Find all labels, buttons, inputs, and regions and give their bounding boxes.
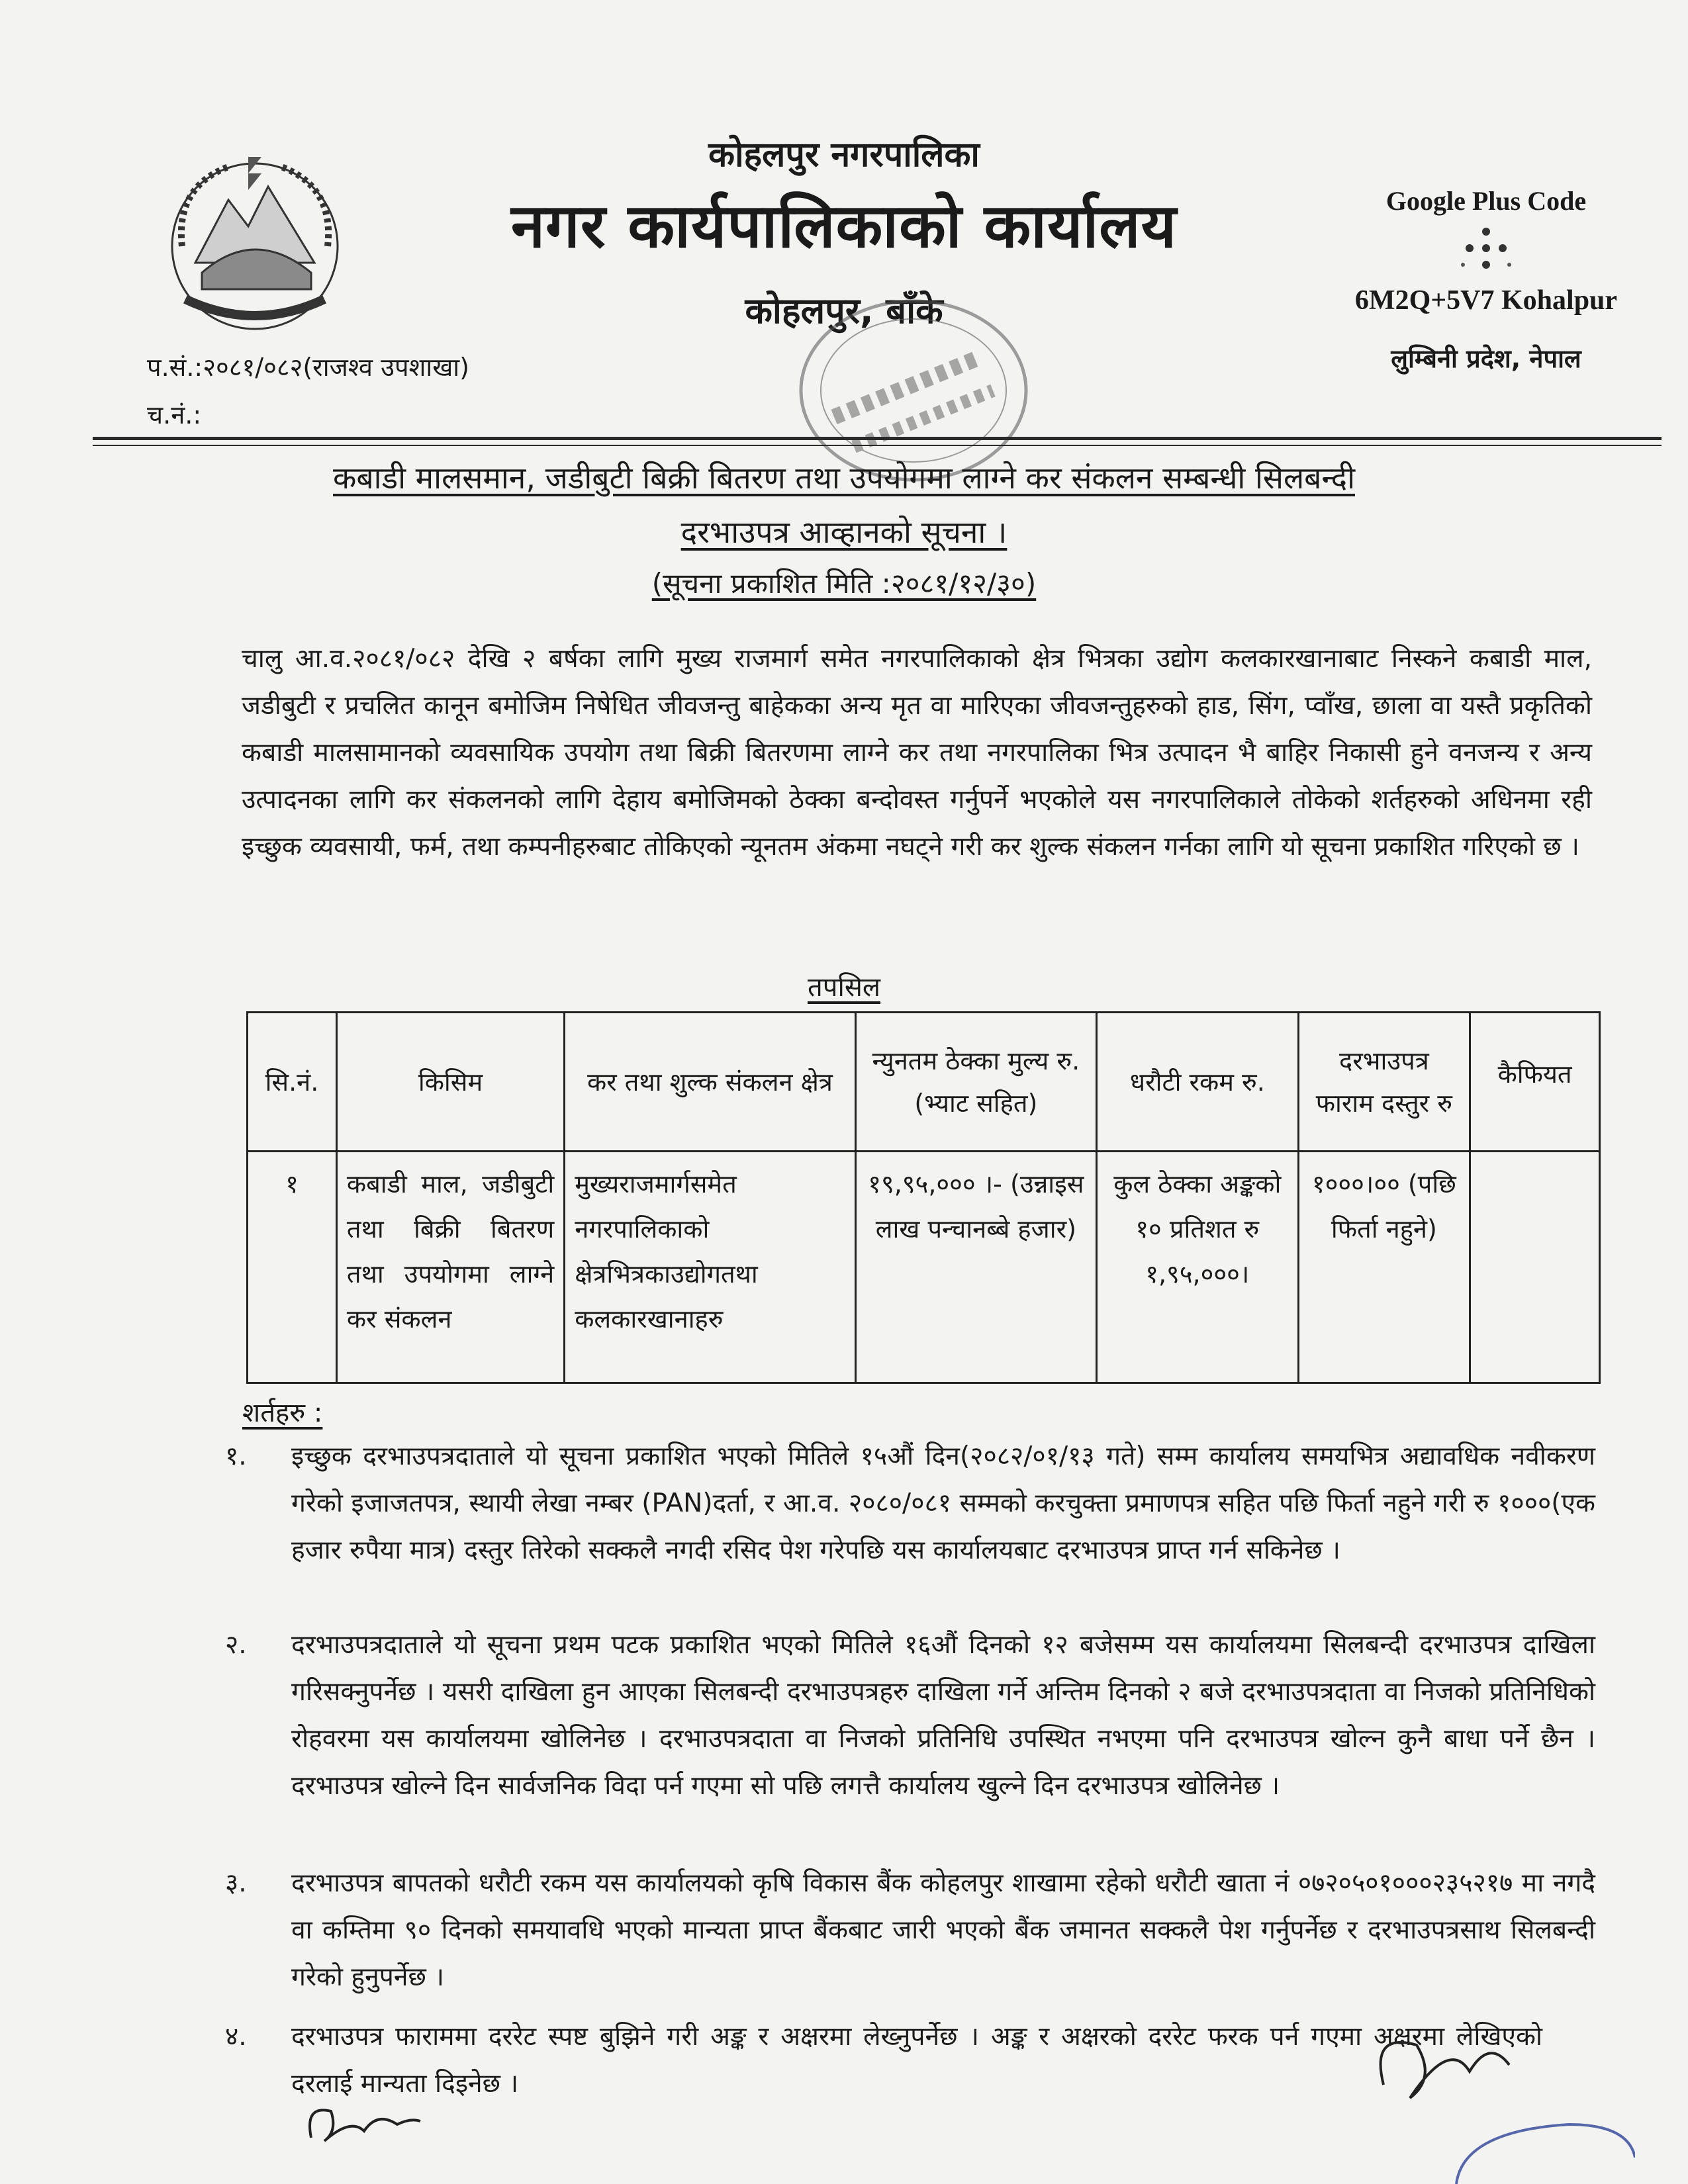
header-remarks: कैफियत bbox=[1470, 1013, 1600, 1152]
intro-paragraph: चालु आ.व.२०८१/०८२ देखि २ बर्षका लागि मुख्य राजमार्ग समेत नगरपालिकाको क्षेत्र भित्रका उद्योग कलकारखानाबाट निस्कने कबाडी माल, जडीबुटी र प्रचलित कानून बमोजिम निषेधित जीवजन्तु बाहेकका अन्य मृत वा मारिएका जीवजन्तुहरुको हाड, सिंग, प्वाँख, छाला वा यस्तै प्रकृतिको कबाडी मालसामानको व्यवसायिक उपयोग तथा बिक्री बितरणमा लाग्ने कर तथा नगरपालिका भित्र उत्पादन भै बाहिर निकासी हुने वनजन्य र अन्य उत्पादनका लागि कर संकलनको लागि देहाय बमोजिमको ठेक्का बन्दोवस्त गर्नुपर्ने भएकोले यस नगरपालिकाले तोकेको शर्तहरुको अधिनमा रही इच्छुक व्यवसायी, फर्म, तथा कम्पनीहरुबाट तोकिएको न्यूनतम अंकमा नघट्ने गरी कर शुल्क संकलन गर्नका लागि यो सूचना प्रकाशित गरिएको छ । bbox=[242, 644, 1592, 862]
header-rule-thick bbox=[93, 437, 1662, 440]
cell-remarks bbox=[1470, 1152, 1600, 1383]
cell-deposit: कुल ठेक्का अङ्कको १० प्रतिशत रु १,९५,०००। bbox=[1097, 1152, 1299, 1383]
notice-title-line2: दरभाउपत्र आव्हानको सूचना । bbox=[680, 514, 1008, 550]
condition-item bbox=[225, 1621, 1595, 1809]
header-min-value: न्युनतम ठेक्का मुल्य रु. (भ्याट सहित) bbox=[855, 1013, 1096, 1152]
signature-right-icon bbox=[1357, 2025, 1635, 2184]
condition-item bbox=[225, 1860, 1595, 2001]
condition-number: ४. bbox=[225, 2022, 247, 2052]
reference-number: प.सं.:२०८१/०८२(राजश्व उपशाखा) bbox=[147, 353, 469, 382]
cell-sn: १ bbox=[248, 1152, 337, 1383]
condition-text: इच्छुक दरभाउपत्रदाताले यो सूचना प्रकाशित भएको मितिले १५औं दिन(२०८२/०१/१३ गते) सम्म कार्यालय समयभित्र अद्यावधिक नवीकरण गरेको इजाजतपत्र, स्थायी लेखा नम्बर (PAN)दर्ता, र आ.व. २०८०/०८१ सम्मको करचुक्ता प्रमाणपत्र सहित पछि फिर्ता नहुने गरी रु १०००(एक हजार रुपैया मात्र) दस्तुर तिरेको सक्कलै नगदी रसिद पेश गरेपछि यस कार्यालयबाट दरभाउपत्र प्राप्त गर्न सकिनेछ । bbox=[291, 1441, 1595, 1565]
plus-code-dots-icon bbox=[1433, 225, 1539, 278]
signature-left-icon bbox=[298, 2091, 430, 2158]
table-row bbox=[248, 1152, 1600, 1383]
condition-number: १. bbox=[225, 1441, 247, 1471]
header-type: किसिम bbox=[336, 1013, 564, 1152]
cell-area: मुख्यराजमार्गसमेत नगरपालिकाको क्षेत्रभित्रकाउद्योगतथा कलकारखानाहरु bbox=[565, 1152, 855, 1383]
condition-text: दरभाउपत्रदाताले यो सूचना प्रथम पटक प्रकाशित भएको मितिले १६औं दिनको १२ बजेसम्म यस कार्यालयमा सिलबन्दी दरभाउपत्र दाखिला गरिसक्नुपर्नेछ । यसरी दाखिला हुन आएका सिलबन्दी दरभाउपत्रहरु दाखिला गर्ने अन्तिम दिनको २ बजे दरभाउपत्रदाता वा निजको प्रतिनिधिको रोहवरमा यस कार्यालयमा खोलिनेछ । दरभाउपत्रदाता वा निजको प्रतिनिधि उपस्थित नभएमा पनि दरभाउपत्र खोल्न कुनै बाधा पर्ने छैन । दरभाउपत्र खोल्ने दिन सार्वजनिक विदा पर्न गएमा सो पछि लगत्तै कार्यालय खुल्ने दिन दरभाउपत्र खोलिनेछ । bbox=[291, 1630, 1595, 1801]
condition-number: २. bbox=[225, 1630, 247, 1660]
plus-code-title: Google Plus Code bbox=[1385, 186, 1587, 216]
condition-item bbox=[225, 1433, 1595, 1574]
publish-date: (सूचना प्रकाशित मिति :२०८१/१२/३०) bbox=[651, 567, 1037, 600]
schedule-label: तपसिल bbox=[807, 972, 881, 1003]
condition-number: ३. bbox=[225, 1868, 247, 1898]
condition-text: दरभाउपत्र फाराममा दररेट स्पष्ट बुझिने गरी अङ्क र अक्षरमा लेख्नुपर्नेछ । अङ्क र अक्षरको दररेट फरक पर्न गएमा अक्षरमा लेखिएको दरलाई मान्यता दिइनेछ । bbox=[291, 2022, 1542, 2099]
condition-text: दरभाउपत्र बापतको धरौटी रकम यस कार्यालयको कृषि विकास बैंक कोहलपुर शाखामा रहेको धरौटी खाता नं ०७२०५०१०००२३५२१७ मा नगदै वा कम्तिमा ९० दिनको समयावधि भएको मान्यता प्राप्त बैंकबाट जारी भएको बैंक जमानत सक्कलै पेश गर्नुपर्नेछ र दरभाउपत्रसाथ सिलबन्दी गरेको हुनुपर्नेछ । bbox=[291, 1868, 1595, 1992]
header-area: कर तथा शुल्क संकलन क्षेत्र bbox=[565, 1013, 855, 1152]
office-location: कोहलपुर, बाँके bbox=[745, 290, 943, 332]
org-name: कोहलपुर नगरपालिका bbox=[708, 135, 980, 175]
cell-form-fee: १०००।०० (पछि फिर्ता नहुने) bbox=[1298, 1152, 1470, 1383]
office-name: नगर कार्यपालिकाको कार्यालय bbox=[510, 191, 1178, 261]
schedule-table bbox=[246, 1011, 1601, 1384]
header-form-fee: दरभाउपत्र फाराम दस्तुर रु bbox=[1298, 1013, 1470, 1152]
header-sn: सि.नं. bbox=[248, 1013, 337, 1152]
header-deposit: धरौटी रकम रु. bbox=[1097, 1013, 1299, 1152]
conditions-label: शर्तहरु : bbox=[242, 1398, 323, 1428]
dispatch-number: च.नं.: bbox=[147, 400, 202, 430]
cell-type: कबाडी माल, जडीबुटी तथा बिक्री बितरण तथा उपयोगमा लाग्ने कर संकलन bbox=[336, 1152, 564, 1383]
header-rule-thin bbox=[93, 445, 1662, 446]
plus-code: 6M2Q+5V7 Kohalpur bbox=[1354, 285, 1618, 316]
province: लुम्बिनी प्रदेश, नेपाल bbox=[1391, 344, 1581, 373]
schedule-header-row bbox=[248, 1013, 1600, 1152]
notice-title-line1: कबाडी मालसमान, जडीबुटी बिक्री बितरण तथा उपयोगमा लाग्ने कर संकलन सम्बन्धी सिलबन्दी bbox=[333, 460, 1355, 496]
cell-min-value: १९,९५,००० ।- (उन्नाइस लाख पन्चानब्बे हजार) bbox=[855, 1152, 1096, 1383]
